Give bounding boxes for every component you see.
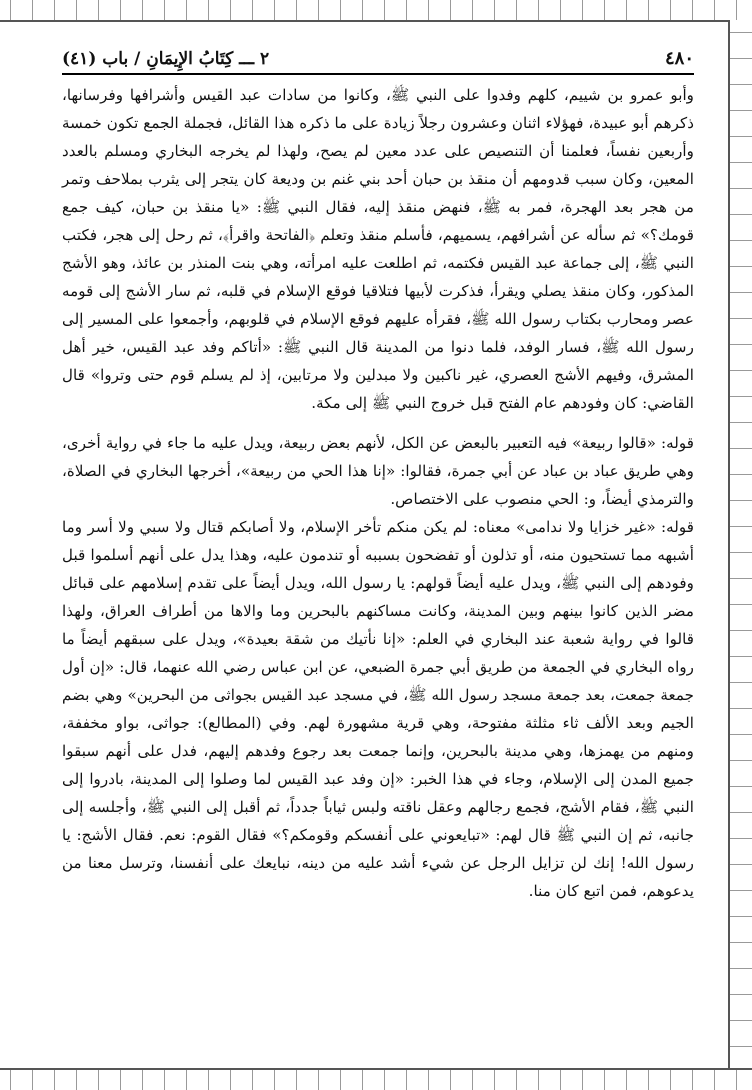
paragraph-3: قوله: «غير خزايا ولا ندامى» معناه: لم يكن منكم تأخر الإسلام، ولا أصابكم قتال ولا سبي ولا أسر وما أشبهه مما تستحيون منه، أو تذلون أو تفضحون بسببه أو تندمون عليه، وهذا يدل على أنهم أسلموا قبل وفودهم إلى النبي ﷺ، ويدل عليه أيضاً قولهم: يا رسول الله، ويدل أيضاً على تقدم إسلامهم على قبائل مضر الذين كانوا بينهم وبين المدينة، وكانت مساكنهم بالبحرين وما والاها من أطراف العراق، ولهذا قالوا في رواية شعبة عند البخاري في العلم: «إنا نأتيك من شقة بعيدة»، ويدل على سبقهم أيضاً ما رواه البخاري في الجمعة من طريق أبي جمرة الضبعي، عن ابن عباس رضي الله عنهما، قال: «إن أول جمعة جمعت، بعد جمعة مسجد رسول الله ﷺ، في مسجد عبد القيس بجواثى من البحرين» وهي بضم الجيم وبعد الألف ثاء مثلثة مفتوحة، وهي قرية مشهورة لهم. وفي (المطالع): جواثى، بواو مخففة، ومنهم من يهمزها، وهي مدينة بالبحرين، وإنما جمعت بعد رجوع وفدهم إليهم، فدل على أنهم سبقوا جميع المدن إلى الإسلام، وجاء في هذا الخبر: «إن وفد عبد القيس لما وصلوا إلى المدينة، بادروا إلى النبي ﷺ، فقام الأشج، فجمع رجالهم وعقل ناقته ولبس ثياباً جدداً، ثم أقبل إلى النبي ﷺ، وأجلسه إلى جانبه، ثم إن النبي ﷺ قال لهم: «تبايعوني على أنفسكم وقومكم؟» فقال القوم: نعم. فقال الأشج: يا رسول الله! إنك لن تزايل الرجل عن شيء أشد عليه من دينه، نبايعك على أنفسنا، وترسل معنا من يدعوهم، فمن اتبع كان منا.	[62, 518, 694, 900]
page-number: ٤٨٠	[664, 48, 694, 69]
decorative-border-bottom	[0, 1068, 752, 1090]
page-body	[62, 48, 694, 905]
running-title: ٢ ـــ كِتَابُ الإِيمَانِ / باب (٤١)	[62, 49, 270, 69]
decorative-border-right	[728, 20, 752, 1070]
paragraph-2: قوله: «قالوا ربيعة» فيه التعبير بالبعض عن الكل، لأنهم بعض ربيعة، ويدل عليه ما جاء في رواية أخرى، وهي طريق عباد بن عباد عن أبي جمرة، فقالوا: «إنا هذا الحي من ربيعة»، أخرجها البخاري في الصلاة، والترمذي أيضاً، و: الحي منصوب على الاختصاص.	[62, 434, 694, 508]
paragraph-1: وأبو عمرو بن شييم، كلهم وفدوا على النبي ﷺ، وكانوا من سادات عبد القيس وأشرافها وفرسانها، ذكرهم أبو عبيدة، فهؤلاء اثنان وعشرون رجلاً زيادة على ما ذكره هذا القائل، فجملة الجمع تكون خمسة وأربعين نفساً، فعلمنا أن التنصيص على عدد معين لم يصح، ولهذا لم يخرجه البخاري ومسلم بالعدد المعين، وكان سبب قدومهم أن منقذ بن حبان أحد بني غنم بن وديعة كان يتجر إلى يثرب بملاحف وتمر من هجر بعد الهجرة، فمر به ﷺ، فنهض منقذ إليه، فقال النبي ﷺ: «يا منقذ بن حبان، كيف جمع قومك؟» ثم سأله عن أشرافهم، يسميهم، فأسلم منقذ وتعلم ﴿الفاتحة واقرأ﴾، ثم رحل إلى هجر، فكتب النبي ﷺ، إلى جماعة عبد القيس فكتمه، ثم اطلعت عليه امرأته، وهي بنت المنذر بن عائذ، وهو الأشج المذكور، وكان منقذ يصلي ويقرأ، فذكرت لأبيها فتلاقيا فوقع الإسلام في قلبه، ثم سار الأشج إلى قومه عصر ومحارب بكتاب رسول الله ﷺ، فقرأه عليهم فوقع الإسلام في قلوبهم، وأجمعوا على المسير إلى رسول الله ﷺ، فسار الوفد، فلما دنوا من المدينة قال النبي ﷺ: «أتاكم وفد عبد القيس، خير أهل المشرق، وفيهم الأشج العصري، غير ناكبين ولا مبدلين ولا مرتابين، إذ لم يسلم قوم حتى وتروا» قال القاضي: كان وفودهم عام الفتح قبل خروج النبي ﷺ إلى مكة.	[62, 86, 694, 412]
decorative-border-top	[0, 0, 752, 22]
page-header	[62, 48, 694, 75]
